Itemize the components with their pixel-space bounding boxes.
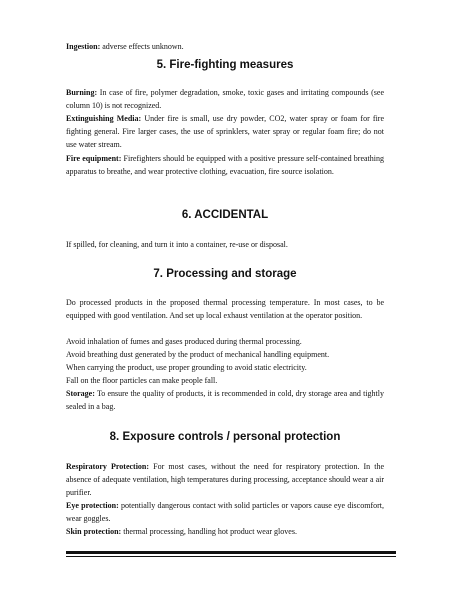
skin-protection-paragraph (66, 525, 384, 538)
eye-protection-paragraph (66, 499, 384, 525)
section-5-heading: 5. Fire-fighting measures (156, 59, 294, 71)
avoid-dust-line: Avoid breathing dust generated by the product of mechanical handling equipment. (66, 350, 330, 359)
burning-text: In case of fire, polymer degradation, smoke, toxic gases and irritating compounds (see column 10) is not recognized. (66, 88, 384, 110)
storage-text: To ensure the quality of products, it is recommended in cold, dry storage area and tightly sealed in a bag. (66, 389, 384, 411)
fire-equipment-paragraph (66, 152, 384, 178)
burning-label: Burning: (66, 88, 98, 97)
extinguishing-media-label: Extinguishing Media: (66, 114, 142, 123)
footer-rule-thin (66, 556, 396, 557)
floor-particles-line: Fall on the floor particles can make people fall. (66, 376, 218, 385)
burning-paragraph (66, 86, 384, 112)
storage-paragraph (66, 387, 384, 413)
fire-equipment-label: Fire equipment: (66, 154, 122, 163)
section-7-heading: 7. Processing and storage (153, 268, 297, 280)
eye-protection-label: Eye protection: (66, 501, 119, 510)
extinguishing-media-paragraph (66, 112, 384, 151)
accidental-paragraph: If spilled, for cleaning, and turn it into a container, re-use or disposal. (66, 240, 288, 249)
storage-label: Storage: (66, 389, 95, 398)
grounding-line: When carrying the product, use proper grounding to avoid static electricity. (66, 363, 307, 372)
respiratory-protection-paragraph (66, 460, 384, 499)
fire-equipment-text: Firefighters should be equipped with a positive pressure self-contained breathing apparatus to breathe, and wear protective clothing, evacuation, fire source isolation. (66, 154, 384, 176)
avoid-fumes-line: Avoid inhalation of fumes and gases produced during thermal processing. (66, 337, 302, 346)
ingestion-label: Ingestion: (66, 42, 101, 51)
extinguishing-media-text: Under fire is small, use dry powder, CO2, water spray or foam for fire fighting general. Fire larger cases, the use of sprinklers, water spray or regular foam fire; do not use water stream. (66, 114, 385, 149)
section-6-heading: 6. ACCIDENTAL (181, 209, 269, 221)
eye-protection-text: potentially dangerous contact with solid particles or vapors cause eye discomfort, wear goggles. (66, 501, 384, 523)
respiratory-protection-text: For most cases, without the need for respiratory protection. In the absence of adequate ventilation, high temperatures during processing, acceptance should wear a air purifier. (66, 462, 385, 497)
ingestion-paragraph (66, 40, 384, 53)
ingestion-text: adverse effects unknown. (100, 42, 184, 51)
footer-rule-thick (66, 551, 396, 554)
respiratory-protection-label: Respiratory Protection: (66, 462, 150, 471)
skin-protection-label: Skin protection: (66, 527, 122, 536)
section-8-heading: 8. Exposure controls / personal protection (109, 431, 341, 443)
processing-paragraph: Do processed products in the proposed thermal processing temperature. In most cases, to be equipped with good ventilation. And set up local exhaust ventilation at the operator position. (66, 298, 384, 320)
skin-protection-text: thermal processing, handling hot product wear gloves. (121, 527, 297, 536)
